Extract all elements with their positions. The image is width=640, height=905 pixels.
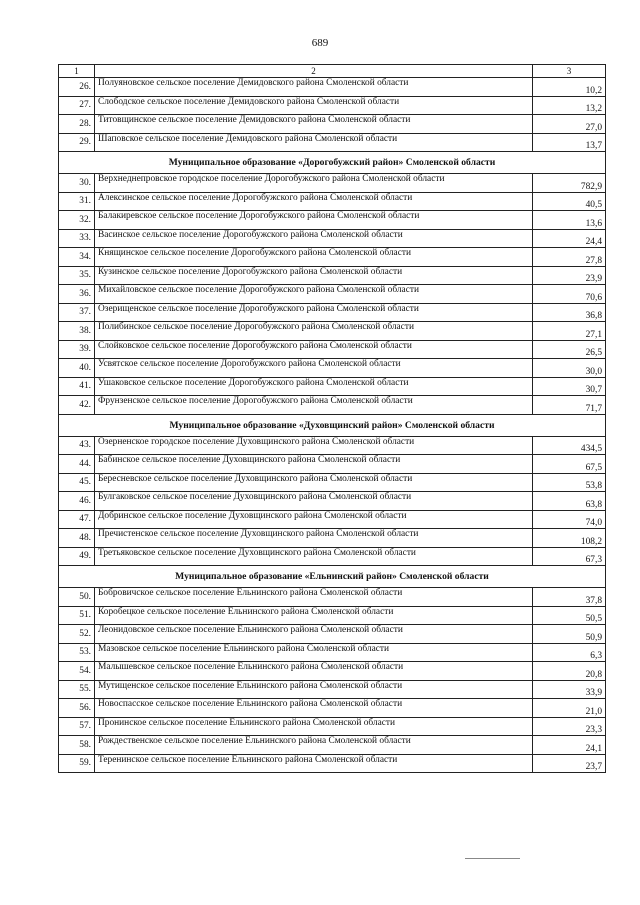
table-row bbox=[59, 510, 606, 529]
row-number: 26. bbox=[59, 78, 95, 97]
row-number: 39. bbox=[59, 340, 95, 359]
row-number: 43. bbox=[59, 436, 95, 455]
settlement-name: Княщинское сельское поселение Дорогобужского района Смоленской области bbox=[95, 248, 533, 267]
row-value: 30,7 bbox=[533, 377, 606, 396]
row-number: 36. bbox=[59, 285, 95, 304]
settlement-name: Бересневское сельское поселение Духовщинского района Смоленской области bbox=[95, 473, 533, 492]
settlement-name: Третьяковское сельское поселение Духовщинского района Смоленской области bbox=[95, 547, 533, 566]
table-row bbox=[59, 322, 606, 341]
header-col-value: 3 bbox=[533, 65, 606, 78]
table-row bbox=[59, 396, 606, 415]
section-title: Муниципальное образование «Духовщинский район» Смоленской области bbox=[59, 414, 606, 436]
table-row bbox=[59, 754, 606, 773]
row-number: 47. bbox=[59, 510, 95, 529]
settlement-name: Теренинское сельское поселение Ельнинского района Смоленской области bbox=[95, 754, 533, 773]
table-row bbox=[59, 643, 606, 662]
settlement-name: Слободское сельское поселение Демидовского района Смоленской области bbox=[95, 96, 533, 115]
settlement-name: Васинское сельское поселение Дорогобужского района Смоленской области bbox=[95, 229, 533, 248]
row-number: 50. bbox=[59, 588, 95, 607]
table-row bbox=[59, 492, 606, 511]
settlements-table bbox=[58, 64, 606, 773]
row-value: 37,8 bbox=[533, 588, 606, 607]
settlement-name: Добринское сельское поселение Духовщинского района Смоленской области bbox=[95, 510, 533, 529]
row-number: 53. bbox=[59, 643, 95, 662]
settlement-name: Бобровичское сельское поселение Ельнинского района Смоленской области bbox=[95, 588, 533, 607]
row-number: 35. bbox=[59, 266, 95, 285]
settlement-name: Полуяновское сельское поселение Демидовского района Смоленской области bbox=[95, 78, 533, 97]
row-value: 53,8 bbox=[533, 473, 606, 492]
table-row bbox=[59, 229, 606, 248]
table-row bbox=[59, 174, 606, 193]
table-row bbox=[59, 455, 606, 474]
row-value: 108,2 bbox=[533, 529, 606, 548]
row-value: 27,0 bbox=[533, 115, 606, 134]
settlement-name: Леонидовское сельское поселение Ельнинского района Смоленской области bbox=[95, 625, 533, 644]
row-number: 56. bbox=[59, 699, 95, 718]
row-number: 46. bbox=[59, 492, 95, 511]
table-row bbox=[59, 529, 606, 548]
table-row bbox=[59, 266, 606, 285]
row-value: 27,1 bbox=[533, 322, 606, 341]
settlement-name: Фрунзенское сельское поселение Дорогобужского района Смоленской области bbox=[95, 396, 533, 415]
section-heading-row bbox=[59, 414, 606, 436]
row-value: 24,1 bbox=[533, 736, 606, 755]
row-number: 51. bbox=[59, 606, 95, 625]
settlement-name: Коробецкое сельское поселение Ельнинского района Смоленской области bbox=[95, 606, 533, 625]
row-number: 49. bbox=[59, 547, 95, 566]
row-number: 34. bbox=[59, 248, 95, 267]
row-value: 13,7 bbox=[533, 133, 606, 152]
table-row bbox=[59, 736, 606, 755]
settlement-name: Рождественское сельское поселение Ельнинского района Смоленской области bbox=[95, 736, 533, 755]
section-title: Муниципальное образование «Ельнинский район» Смоленской области bbox=[59, 566, 606, 588]
row-number: 41. bbox=[59, 377, 95, 396]
row-number: 52. bbox=[59, 625, 95, 644]
settlement-name: Пречистенское сельское поселение Духовщинского района Смоленской области bbox=[95, 529, 533, 548]
row-number: 45. bbox=[59, 473, 95, 492]
table-row bbox=[59, 248, 606, 267]
row-value: 782,9 bbox=[533, 174, 606, 193]
row-value: 40,5 bbox=[533, 192, 606, 211]
table-row bbox=[59, 211, 606, 230]
row-value: 63,8 bbox=[533, 492, 606, 511]
row-value: 13,2 bbox=[533, 96, 606, 115]
settlement-name: Булгаковское сельское поселение Духовщинского района Смоленской области bbox=[95, 492, 533, 511]
row-number: 59. bbox=[59, 754, 95, 773]
row-number: 32. bbox=[59, 211, 95, 230]
row-number: 54. bbox=[59, 662, 95, 681]
settlement-name: Титовщинское сельское поселение Демидовского района Смоленской области bbox=[95, 115, 533, 134]
table-row bbox=[59, 359, 606, 378]
table-row bbox=[59, 547, 606, 566]
section-title: Муниципальное образование «Дорогобужский район» Смоленской области bbox=[59, 152, 606, 174]
row-value: 67,5 bbox=[533, 455, 606, 474]
row-number: 29. bbox=[59, 133, 95, 152]
row-number: 38. bbox=[59, 322, 95, 341]
settlement-name: Слойковское сельское поселение Дорогобужского района Смоленской области bbox=[95, 340, 533, 359]
settlement-name: Алексинское сельское поселение Дорогобужского района Смоленской области bbox=[95, 192, 533, 211]
row-value: 71,7 bbox=[533, 396, 606, 415]
row-number: 42. bbox=[59, 396, 95, 415]
row-value: 50,5 bbox=[533, 606, 606, 625]
settlement-name: Озерненское городское поселение Духовщинского района Смоленской области bbox=[95, 436, 533, 455]
settlement-name: Верхнеднепровское городское поселение Дорогобужского района Смоленской области bbox=[95, 174, 533, 193]
row-value: 27,8 bbox=[533, 248, 606, 267]
settlement-name: Михайловское сельское поселение Дорогобужского района Смоленской области bbox=[95, 285, 533, 304]
settlement-name: Ушаковское сельское поселение Дорогобужского района Смоленской области bbox=[95, 377, 533, 396]
table-row bbox=[59, 606, 606, 625]
row-value: 20,8 bbox=[533, 662, 606, 681]
footer-divider bbox=[465, 858, 520, 859]
table-row bbox=[59, 436, 606, 455]
row-number: 57. bbox=[59, 717, 95, 736]
row-number: 44. bbox=[59, 455, 95, 474]
settlement-name: Малышевское сельское поселение Ельнинского района Смоленской области bbox=[95, 662, 533, 681]
row-value: 26,5 bbox=[533, 340, 606, 359]
settlement-name: Бабинское сельское поселение Духовщинского района Смоленской области bbox=[95, 455, 533, 474]
table-row bbox=[59, 340, 606, 359]
row-number: 31. bbox=[59, 192, 95, 211]
row-value: 23,7 bbox=[533, 754, 606, 773]
table-row bbox=[59, 717, 606, 736]
row-value: 10,2 bbox=[533, 78, 606, 97]
row-value: 13,6 bbox=[533, 211, 606, 230]
row-value: 21,0 bbox=[533, 699, 606, 718]
settlement-name: Кузинское сельское поселение Дорогобужского района Смоленской области bbox=[95, 266, 533, 285]
header-col-number: 1 bbox=[59, 65, 95, 78]
row-number: 37. bbox=[59, 303, 95, 322]
row-number: 28. bbox=[59, 115, 95, 134]
row-value: 74,0 bbox=[533, 510, 606, 529]
table-row bbox=[59, 115, 606, 134]
row-value: 434,5 bbox=[533, 436, 606, 455]
row-value: 33,9 bbox=[533, 680, 606, 699]
header-col-name: 2 bbox=[95, 65, 533, 78]
table-row bbox=[59, 625, 606, 644]
row-value: 30,0 bbox=[533, 359, 606, 378]
row-value: 70,6 bbox=[533, 285, 606, 304]
table-row bbox=[59, 473, 606, 492]
row-value: 36,8 bbox=[533, 303, 606, 322]
settlement-name: Мазовское сельское поселение Ельнинского района Смоленской области bbox=[95, 643, 533, 662]
row-number: 30. bbox=[59, 174, 95, 193]
settlement-name: Полибинское сельское поселение Дорогобужского района Смоленской области bbox=[95, 322, 533, 341]
row-number: 27. bbox=[59, 96, 95, 115]
table-row bbox=[59, 133, 606, 152]
section-heading-row bbox=[59, 566, 606, 588]
table-row bbox=[59, 78, 606, 97]
settlement-name: Пронинское сельское поселение Ельнинского района Смоленской области bbox=[95, 717, 533, 736]
settlement-name: Усвятское сельское поселение Дорогобужского района Смоленской области bbox=[95, 359, 533, 378]
settlement-name: Шаповское сельское поселение Демидовского района Смоленской области bbox=[95, 133, 533, 152]
row-number: 58. bbox=[59, 736, 95, 755]
row-number: 33. bbox=[59, 229, 95, 248]
table-row bbox=[59, 377, 606, 396]
row-number: 48. bbox=[59, 529, 95, 548]
row-value: 6,3 bbox=[533, 643, 606, 662]
table-row bbox=[59, 662, 606, 681]
table-row bbox=[59, 699, 606, 718]
table-row bbox=[59, 588, 606, 607]
settlement-name: Озерищенское сельское поселение Дорогобужского района Смоленской области bbox=[95, 303, 533, 322]
table-row bbox=[59, 285, 606, 304]
row-value: 67,3 bbox=[533, 547, 606, 566]
section-heading-row bbox=[59, 152, 606, 174]
row-value: 23,9 bbox=[533, 266, 606, 285]
table-row bbox=[59, 680, 606, 699]
row-value: 24,4 bbox=[533, 229, 606, 248]
table-row bbox=[59, 96, 606, 115]
table-header-row bbox=[59, 65, 606, 78]
page-number: 689 bbox=[311, 37, 329, 49]
table-row bbox=[59, 192, 606, 211]
row-number: 55. bbox=[59, 680, 95, 699]
row-number: 40. bbox=[59, 359, 95, 378]
table-row bbox=[59, 303, 606, 322]
settlement-name: Новоспасское сельское поселение Ельнинского района Смоленской области bbox=[95, 699, 533, 718]
settlement-name: Балакиревское сельское поселение Дорогобужского района Смоленской области bbox=[95, 211, 533, 230]
row-value: 50,9 bbox=[533, 625, 606, 644]
settlement-name: Мутищенское сельское поселение Ельнинского района Смоленской области bbox=[95, 680, 533, 699]
row-value: 23,3 bbox=[533, 717, 606, 736]
